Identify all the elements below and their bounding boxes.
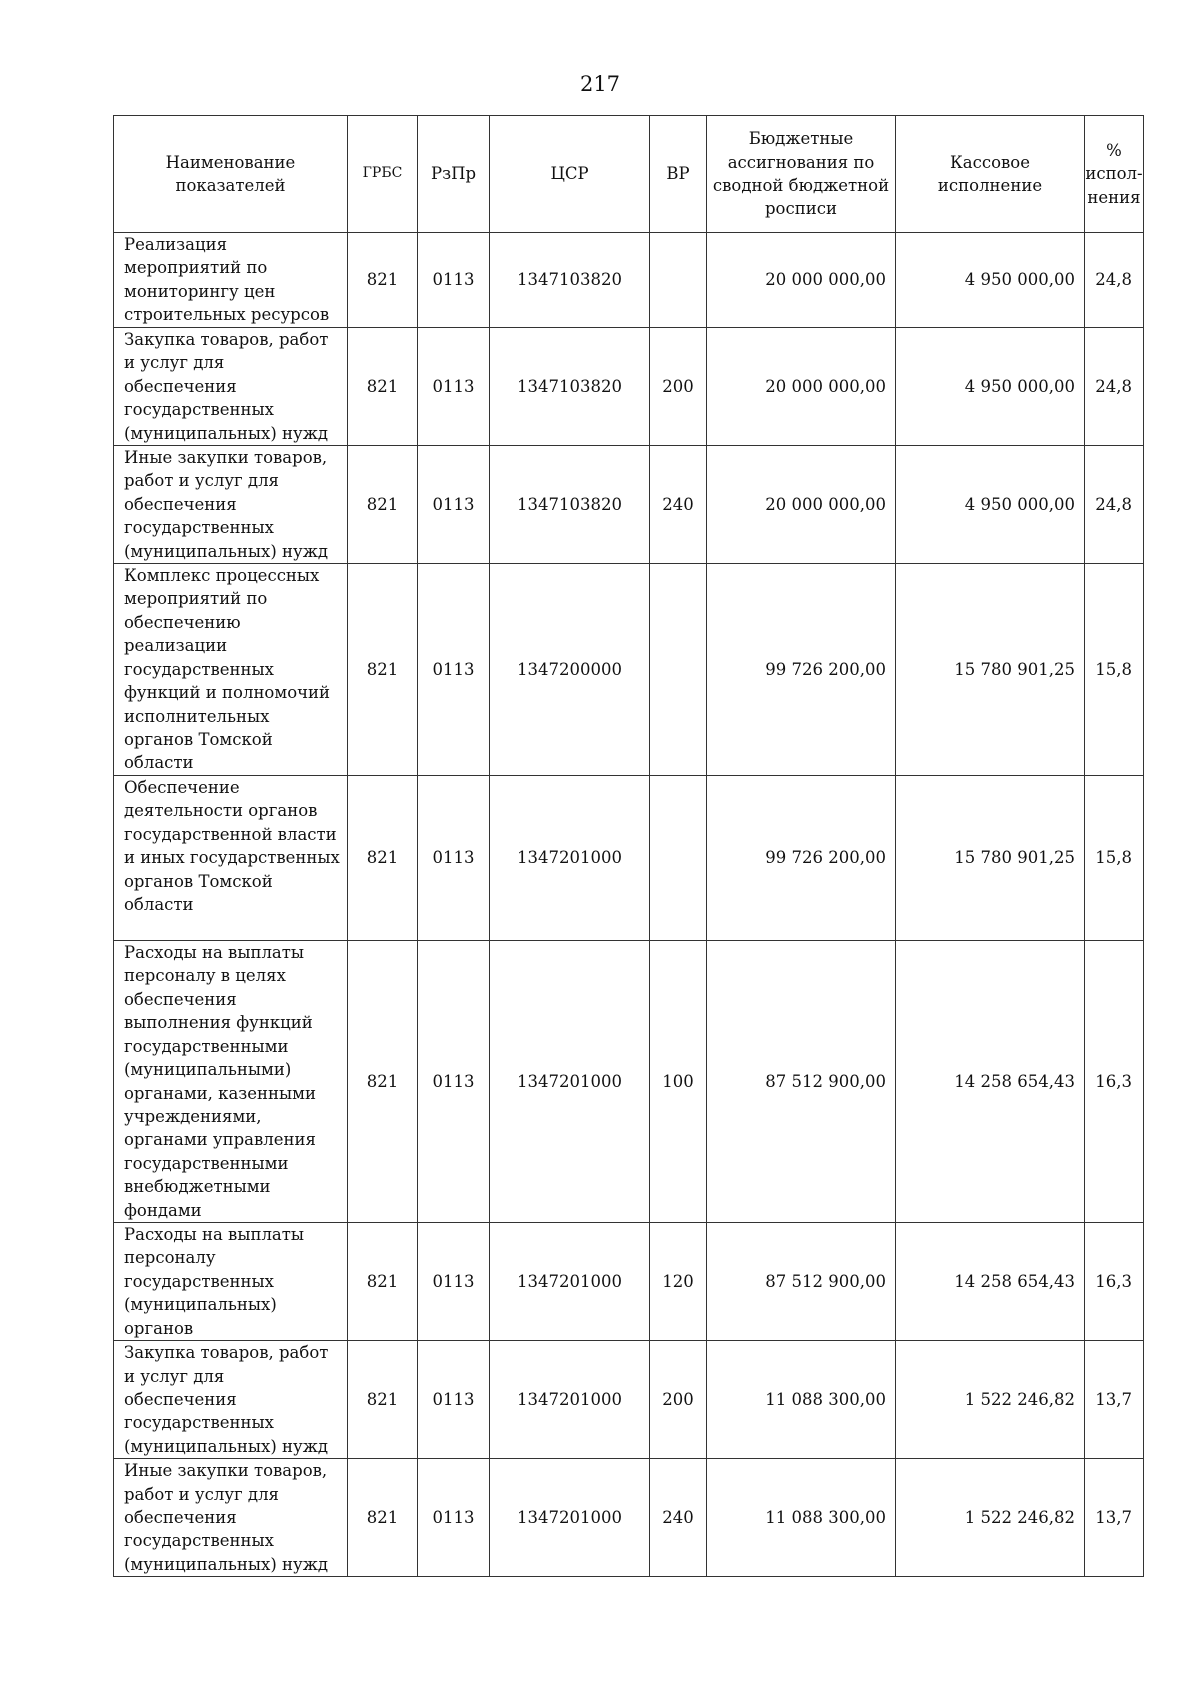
page-number: 217 (579, 72, 621, 96)
header-assignments: Бюджетные ассигнования по сводной бюджетной росписи (707, 116, 896, 233)
row-csr: 1347103820 (490, 233, 650, 328)
row-rzpr: 0113 (418, 1459, 490, 1577)
row-cash-execution: 14 258 654,43 (896, 941, 1085, 1223)
row-csr: 1347103820 (490, 446, 650, 564)
row-grbs: 821 (348, 233, 418, 328)
row-percent: 24,8 (1085, 446, 1144, 564)
row-percent: 15,8 (1085, 776, 1144, 941)
row-cash-execution: 14 258 654,43 (896, 1223, 1085, 1341)
row-rzpr: 0113 (418, 233, 490, 328)
row-name: Иные закупки товаров, работ и услуг для обеспечения государственных (муниципальных) нужд (114, 446, 348, 564)
row-rzpr: 0113 (418, 446, 490, 564)
table-row (114, 446, 1144, 564)
row-grbs: 821 (348, 1459, 418, 1577)
row-grbs: 821 (348, 776, 418, 941)
row-csr: 1347201000 (490, 1341, 650, 1459)
row-csr: 1347103820 (490, 328, 650, 446)
row-vr: 240 (650, 446, 707, 564)
row-assignments: 20 000 000,00 (707, 446, 896, 564)
row-cash-execution: 15 780 901,25 (896, 776, 1085, 941)
row-vr: 120 (650, 1223, 707, 1341)
row-rzpr: 0113 (418, 564, 490, 776)
row-grbs: 821 (348, 446, 418, 564)
row-csr: 1347201000 (490, 1459, 650, 1577)
row-vr (650, 564, 707, 776)
header-cash-execution: Кассовое исполнение (896, 116, 1085, 233)
row-cash-execution: 4 950 000,00 (896, 446, 1085, 564)
row-grbs: 821 (348, 1341, 418, 1459)
row-cash-execution: 1 522 246,82 (896, 1459, 1085, 1577)
row-grbs: 821 (348, 941, 418, 1223)
row-csr: 1347201000 (490, 1223, 650, 1341)
row-rzpr: 0113 (418, 328, 490, 446)
row-percent: 16,3 (1085, 941, 1144, 1223)
row-assignments: 87 512 900,00 (707, 1223, 896, 1341)
row-percent: 13,7 (1085, 1459, 1144, 1577)
row-csr: 1347200000 (490, 564, 650, 776)
row-rzpr: 0113 (418, 941, 490, 1223)
row-assignments: 20 000 000,00 (707, 328, 896, 446)
row-vr: 100 (650, 941, 707, 1223)
row-assignments: 87 512 900,00 (707, 941, 896, 1223)
table-row (114, 941, 1144, 1223)
row-name: Закупка товаров, работ и услуг для обеспечения государственных (муниципальных) нужд (114, 328, 348, 446)
row-vr (650, 233, 707, 328)
row-assignments: 11 088 300,00 (707, 1459, 896, 1577)
row-assignments: 99 726 200,00 (707, 776, 896, 941)
row-grbs: 821 (348, 564, 418, 776)
header-rzpr: РзПр (418, 116, 490, 233)
budget-table (113, 115, 1144, 1577)
row-assignments: 99 726 200,00 (707, 564, 896, 776)
header-percent: % испол-нения (1085, 116, 1144, 233)
row-percent: 15,8 (1085, 564, 1144, 776)
table-row (114, 1223, 1144, 1341)
row-name: Расходы на выплаты персоналу государственных (муниципальных) органов (114, 1223, 348, 1341)
table-row (114, 1459, 1144, 1577)
table-row (114, 328, 1144, 446)
row-grbs: 821 (348, 1223, 418, 1341)
row-rzpr: 0113 (418, 1341, 490, 1459)
row-name: Обеспечение деятельности органов государственной власти и иных государственных органов Томской области (114, 776, 348, 941)
row-assignments: 11 088 300,00 (707, 1341, 896, 1459)
row-vr: 200 (650, 328, 707, 446)
row-rzpr: 0113 (418, 1223, 490, 1341)
row-name: Реализация мероприятий по мониторингу цен строительных ресурсов (114, 233, 348, 328)
table-row (114, 776, 1144, 941)
row-vr (650, 776, 707, 941)
row-csr: 1347201000 (490, 941, 650, 1223)
row-csr: 1347201000 (490, 776, 650, 941)
row-vr: 240 (650, 1459, 707, 1577)
header-csr: ЦСР (490, 116, 650, 233)
row-percent: 24,8 (1085, 233, 1144, 328)
header-name: Наименование показателей (114, 116, 348, 233)
header-row (114, 116, 1144, 233)
row-percent: 13,7 (1085, 1341, 1144, 1459)
row-cash-execution: 15 780 901,25 (896, 564, 1085, 776)
row-percent: 16,3 (1085, 1223, 1144, 1341)
row-cash-execution: 4 950 000,00 (896, 233, 1085, 328)
table-row (114, 233, 1144, 328)
row-percent: 24,8 (1085, 328, 1144, 446)
row-name: Расходы на выплаты персоналу в целях обеспечения выполнения функций государственными (муниципальными) органами, казенными учреждениями, органами управления государственными внебюджетными фондами (114, 941, 348, 1223)
row-vr: 200 (650, 1341, 707, 1459)
row-name: Закупка товаров, работ и услуг для обеспечения государственных (муниципальных) нужд (114, 1341, 348, 1459)
row-grbs: 821 (348, 328, 418, 446)
header-vr: ВР (650, 116, 707, 233)
row-assignments: 20 000 000,00 (707, 233, 896, 328)
header-grbs: ГРБС (348, 116, 418, 233)
row-cash-execution: 1 522 246,82 (896, 1341, 1085, 1459)
row-name: Комплекс процессных мероприятий по обеспечению реализации государственных функций и полномочий исполнительных органов Томской области (114, 564, 348, 776)
row-rzpr: 0113 (418, 776, 490, 941)
table-row (114, 1341, 1144, 1459)
row-name: Иные закупки товаров, работ и услуг для обеспечения государственных (муниципальных) нужд (114, 1459, 348, 1577)
table-row (114, 564, 1144, 776)
row-cash-execution: 4 950 000,00 (896, 328, 1085, 446)
